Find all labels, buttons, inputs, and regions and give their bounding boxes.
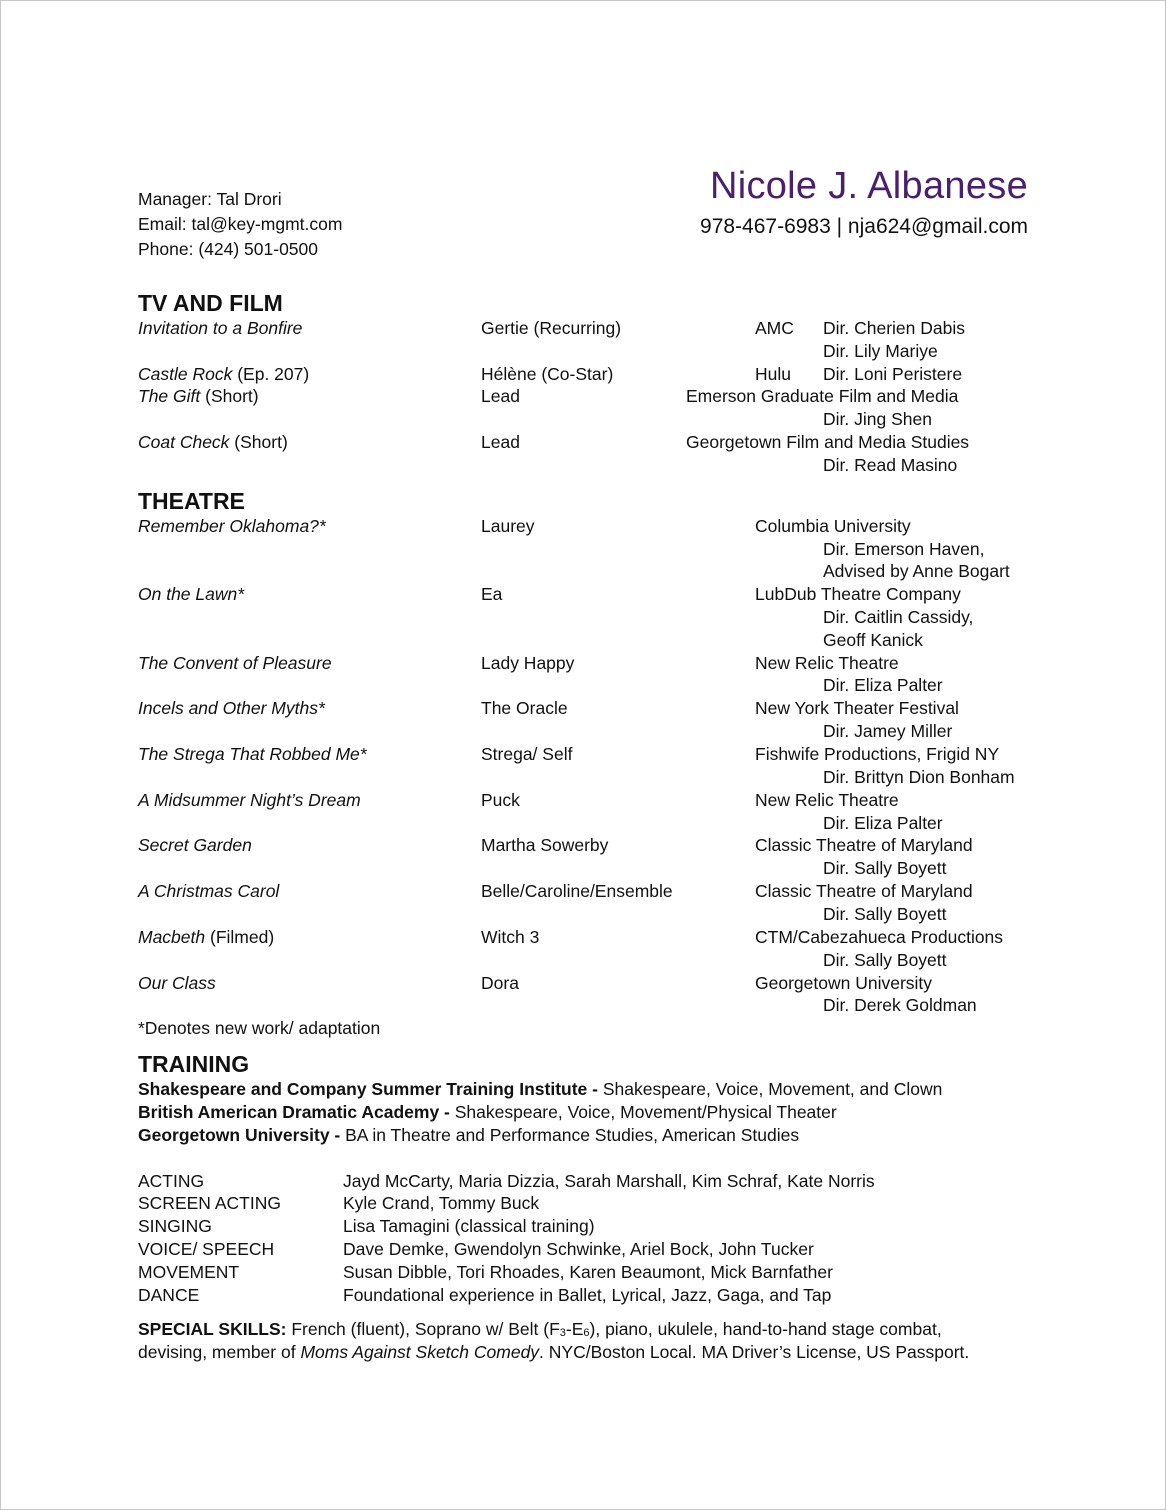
credit-director: Dir. Loni Peristere	[823, 364, 963, 384]
new-work-footnote: *Denotes new work/ adaptation	[138, 1018, 381, 1038]
credit-venue: Columbia University	[755, 516, 911, 536]
training-teachers: Kyle Crand, Tommy Buck	[343, 1193, 540, 1213]
credit-venue: AMC	[755, 318, 794, 338]
credit-role: Lady Happy	[481, 653, 575, 673]
manager-email: Email: tal@key-mgmt.com	[138, 214, 343, 234]
manager-name: Manager: Tal Drori	[138, 189, 282, 209]
credit-role: Strega/ Self	[481, 744, 573, 764]
credit-title: Secret Garden	[138, 835, 252, 855]
credit-director: Dir. Cherien Dabis	[823, 318, 965, 338]
training-teachers: Lisa Tamagini (classical training)	[343, 1216, 595, 1236]
training-category: DANCE	[138, 1285, 200, 1305]
special-skills-line-1: SPECIAL SKILLS: French (fluent), Soprano w/ Belt $(F_3-E_6)$, piano, ukulele, hand-to-hand stage combat,	[138, 1319, 942, 1339]
credit-title: Invitation to a Bonfire	[138, 318, 303, 338]
credit-director: Dir. Jamey Miller	[823, 721, 953, 741]
credit-title: Castle Rock (Ep. 207)	[138, 364, 310, 384]
credit-role: Hélène (Co-Star)	[481, 364, 614, 384]
credit-venue: Fishwife Productions, Frigid NY	[755, 744, 1000, 764]
credit-director: Dir. Eliza Palter	[823, 813, 943, 833]
credit-director: Dir. Derek Goldman	[823, 995, 977, 1015]
credit-venue: Classic Theatre of Maryland	[755, 881, 973, 901]
credit-role: Gertie (Recurring)	[481, 318, 622, 338]
credit-director: Dir. Eliza Palter	[823, 675, 943, 695]
credit-title: Our Class	[138, 973, 216, 993]
training-school: Shakespeare and Company Summer Training Institute - Shakespeare, Voice, Movement, and Clown	[138, 1079, 943, 1099]
manager-phone: Phone: (424) 501-0500	[138, 239, 318, 259]
credit-venue: New Relic Theatre	[755, 790, 899, 810]
training-teachers: Dave Demke, Gwendolyn Schwinke, Ariel Bock, John Tucker	[343, 1239, 814, 1259]
training-category: SCREEN ACTING	[138, 1193, 281, 1213]
credit-title: The Gift (Short)	[138, 386, 259, 406]
training-category: VOICE/ SPEECH	[138, 1239, 275, 1259]
credit-role: Lead	[481, 432, 520, 452]
credit-role: Lead	[481, 386, 520, 406]
credit-title: Macbeth (Filmed)	[138, 927, 275, 947]
credit-director: Dir. Sally Boyett	[823, 858, 947, 878]
section-heading-theatre: THEATRE	[138, 488, 245, 514]
training-category: MOVEMENT	[138, 1262, 240, 1282]
credit-role: Dora	[481, 973, 519, 993]
training-teachers: Susan Dibble, Tori Rhoades, Karen Beaumont, Mick Barnfather	[343, 1262, 833, 1282]
training-category: SINGING	[138, 1216, 212, 1236]
actor-name: Nicole J. Albanese	[709, 165, 1028, 207]
credit-director: Dir. Caitlin Cassidy,	[823, 607, 974, 627]
credit-title: The Convent of Pleasure	[138, 653, 332, 673]
credit-director: Dir. Jing Shen	[823, 409, 932, 429]
credit-venue: Georgetown Film and Media Studies	[686, 432, 970, 452]
training-teachers: Jayd McCarty, Maria Dizzia, Sarah Marshall, Kim Schraf, Kate Norris	[343, 1171, 875, 1191]
actor-contact: 978-467-6983 | nja624@gmail.com	[700, 215, 1028, 238]
credit-venue: Emerson Graduate Film and Media	[686, 386, 959, 406]
credit-role: Belle/Caroline/Ensemble	[481, 881, 673, 901]
credit-venue: New York Theater Festival	[755, 698, 959, 718]
credit-director: Dir. Emerson Haven,	[823, 539, 985, 559]
credit-title: On the Lawn*	[138, 584, 245, 604]
special-skills-line-2: devising, member of Moms Against Sketch Comedy. NYC/Boston Local. MA Driver’s License, US Passport.	[138, 1342, 970, 1362]
credit-venue: Hulu	[755, 364, 791, 384]
credit-director: Dir. Sally Boyett	[823, 950, 947, 970]
credit-venue: New Relic Theatre	[755, 653, 899, 673]
credit-role: Puck	[481, 790, 520, 810]
section-heading-training: TRAINING	[138, 1051, 250, 1077]
credit-role: Ea	[481, 584, 503, 604]
credit-role: Witch 3	[481, 927, 540, 947]
credit-director: Geoff Kanick	[823, 630, 923, 650]
credit-director: Dir. Sally Boyett	[823, 904, 947, 924]
training-school: Georgetown University - BA in Theatre and Performance Studies, American Studies	[138, 1125, 800, 1145]
credit-title: Coat Check (Short)	[138, 432, 288, 452]
credit-director: Dir. Lily Mariye	[823, 341, 938, 361]
credit-venue: Classic Theatre of Maryland	[755, 835, 973, 855]
training-school: British American Dramatic Academy - Shakespeare, Voice, Movement/Physical Theater	[138, 1102, 837, 1122]
credit-title: A Midsummer Night’s Dream	[138, 790, 361, 810]
training-teachers: Foundational experience in Ballet, Lyrical, Jazz, Gaga, and Tap	[343, 1285, 832, 1305]
training-category: ACTING	[138, 1171, 205, 1191]
credit-venue: Georgetown University	[755, 973, 933, 993]
credit-venue: LubDub Theatre Company	[755, 584, 961, 604]
credit-title: Incels and Other Myths*	[138, 698, 325, 718]
credit-director: Dir. Read Masino	[823, 455, 958, 475]
section-heading-tv-film: TV AND FILM	[138, 290, 283, 316]
credit-role: Martha Sowerby	[481, 835, 609, 855]
credit-director: Dir. Brittyn Dion Bonham	[823, 767, 1015, 787]
credit-title: The Strega That Robbed Me*	[138, 744, 367, 764]
credit-role: Laurey	[481, 516, 535, 536]
credit-role: The Oracle	[481, 698, 568, 718]
credit-title: A Christmas Carol	[138, 881, 280, 901]
credit-title: Remember Oklahoma?*	[138, 516, 326, 536]
credit-director: Advised by Anne Bogart	[823, 561, 1010, 581]
credit-venue: CTM/Cabezahueca Productions	[755, 927, 1004, 947]
